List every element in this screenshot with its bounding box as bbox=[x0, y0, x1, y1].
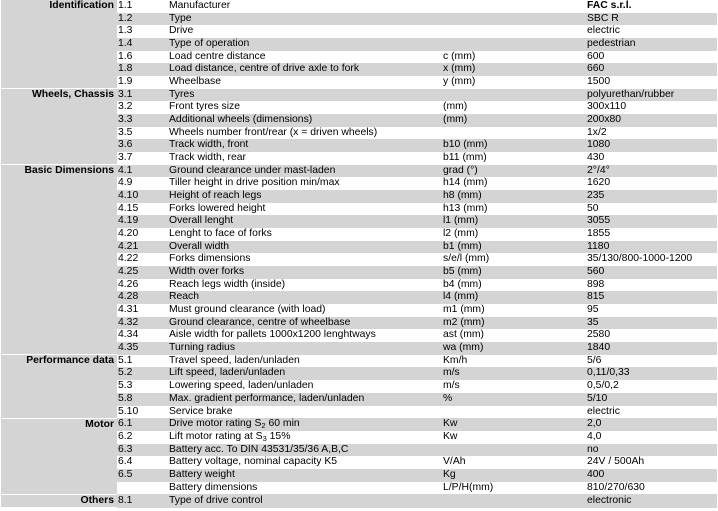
item-description: Overall lenght bbox=[167, 215, 443, 228]
spec-row bbox=[1, 0, 717, 13]
item-value: SBC R bbox=[585, 13, 717, 26]
item-value: electronic bbox=[585, 494, 717, 508]
item-unit: m2 (mm) bbox=[443, 317, 585, 330]
item-description: Ground clearance, centre of wheelbase bbox=[167, 317, 443, 330]
item-description: Forks dimensions bbox=[167, 253, 443, 266]
rating-subscript: 2 bbox=[261, 421, 266, 431]
item-number: 5.1 bbox=[117, 355, 167, 368]
item-number: 3.2 bbox=[117, 101, 167, 114]
item-description: Turning radius bbox=[167, 342, 443, 355]
item-description: Height of reach legs bbox=[167, 190, 443, 203]
item-number: 4.1 bbox=[117, 165, 167, 178]
item-number: 5.3 bbox=[117, 380, 167, 393]
item-description: Overall width bbox=[167, 241, 443, 254]
item-description bbox=[167, 431, 443, 444]
item-number bbox=[117, 482, 167, 495]
item-value: 50 bbox=[585, 203, 717, 216]
item-description: Reach bbox=[167, 291, 443, 304]
item-value: 1500 bbox=[585, 76, 717, 89]
item-description: Type of drive control bbox=[167, 494, 443, 508]
item-unit bbox=[443, 0, 585, 13]
description-suffix: 60 min bbox=[265, 418, 300, 430]
item-description: Lenght to face of forks bbox=[167, 228, 443, 241]
spec-row bbox=[1, 355, 717, 368]
item-unit: h14 (mm) bbox=[443, 177, 585, 190]
item-value: 600 bbox=[585, 51, 717, 64]
item-unit: c (mm) bbox=[443, 51, 585, 64]
item-unit: L/P/H(mm) bbox=[443, 482, 585, 495]
section-title: Basic Dimensions bbox=[1, 165, 117, 355]
item-number: 4.35 bbox=[117, 342, 167, 355]
item-value: 400 bbox=[585, 469, 717, 482]
spec-row bbox=[1, 89, 717, 102]
item-value: 35 bbox=[585, 317, 717, 330]
item-unit bbox=[443, 127, 585, 140]
item-unit: (mm) bbox=[443, 114, 585, 127]
item-description: Aisle width for pallets 1000x1200 lenghtways bbox=[167, 329, 443, 342]
item-unit: m1 (mm) bbox=[443, 304, 585, 317]
item-number: 3.5 bbox=[117, 127, 167, 140]
item-unit: Kw bbox=[443, 431, 585, 444]
item-number: 1.9 bbox=[117, 76, 167, 89]
item-number: 1.4 bbox=[117, 38, 167, 51]
item-value: 2°/4° bbox=[585, 165, 717, 178]
item-value: 235 bbox=[585, 190, 717, 203]
item-unit: l2 (mm) bbox=[443, 228, 585, 241]
item-description: Lowering speed, laden/unladen bbox=[167, 380, 443, 393]
item-unit: grad (°) bbox=[443, 165, 585, 178]
item-unit: Kw bbox=[443, 418, 585, 431]
item-number: 3.3 bbox=[117, 114, 167, 127]
spec-row bbox=[1, 165, 717, 178]
item-unit: b11 (mm) bbox=[443, 152, 585, 165]
section-title: Wheels, Chassis bbox=[1, 89, 117, 165]
item-number: 6.1 bbox=[117, 418, 167, 431]
description-text: Drive motor rating bbox=[169, 418, 255, 430]
section-title: Others bbox=[1, 494, 117, 508]
item-value: 1x/2 bbox=[585, 127, 717, 140]
item-value: 35/130/800-1000-1200 bbox=[585, 253, 717, 266]
description-text: Lift motor rating at bbox=[169, 430, 256, 442]
item-number: 4.28 bbox=[117, 291, 167, 304]
item-description: Manufacturer bbox=[167, 0, 443, 13]
item-value: pedestrian bbox=[585, 38, 717, 51]
item-description: Wheelbase bbox=[167, 76, 443, 89]
item-value: 898 bbox=[585, 279, 717, 292]
item-unit: b10 (mm) bbox=[443, 139, 585, 152]
item-number: 8.1 bbox=[117, 494, 167, 508]
item-unit bbox=[443, 494, 585, 508]
item-unit bbox=[443, 25, 585, 38]
item-value: 300x110 bbox=[585, 101, 717, 114]
item-value: 1620 bbox=[585, 177, 717, 190]
item-value: 2,0 bbox=[585, 418, 717, 431]
item-number: 1.1 bbox=[117, 0, 167, 13]
item-description bbox=[167, 418, 443, 431]
item-number: 1.6 bbox=[117, 51, 167, 64]
item-number: 3.1 bbox=[117, 89, 167, 102]
item-value: 815 bbox=[585, 291, 717, 304]
item-description: Forks lowered height bbox=[167, 203, 443, 216]
item-number: 4.25 bbox=[117, 266, 167, 279]
item-number: 4.34 bbox=[117, 329, 167, 342]
item-description: Lift speed, laden/unladen bbox=[167, 367, 443, 380]
item-number: 4.19 bbox=[117, 215, 167, 228]
item-number: 1.3 bbox=[117, 25, 167, 38]
section-title: Motor bbox=[1, 418, 117, 494]
item-unit: m/s bbox=[443, 367, 585, 380]
item-number: 4.15 bbox=[117, 203, 167, 216]
item-unit: b5 (mm) bbox=[443, 266, 585, 279]
item-description: Travel speed, laden/unladen bbox=[167, 355, 443, 368]
item-value: 1840 bbox=[585, 342, 717, 355]
rating-symbol: S bbox=[254, 418, 262, 430]
item-number: 1.8 bbox=[117, 63, 167, 76]
item-unit: b1 (mm) bbox=[443, 241, 585, 254]
item-value: 1080 bbox=[585, 139, 717, 152]
item-unit bbox=[443, 406, 585, 419]
item-description: Tiller height in drive position min/max bbox=[167, 177, 443, 190]
item-value: 560 bbox=[585, 266, 717, 279]
item-value: 5/10 bbox=[585, 393, 717, 406]
item-number: 4.26 bbox=[117, 279, 167, 292]
item-description: Must ground clearance (with load) bbox=[167, 304, 443, 317]
item-number: 4.21 bbox=[117, 241, 167, 254]
item-value: 95 bbox=[585, 304, 717, 317]
item-value: FAC s.r.l. bbox=[585, 0, 717, 13]
item-value: polyurethan/rubber bbox=[585, 89, 717, 102]
item-description: Service brake bbox=[167, 406, 443, 419]
item-unit: s/e/l (mm) bbox=[443, 253, 585, 266]
item-value: 5/6 bbox=[585, 355, 717, 368]
item-value: 430 bbox=[585, 152, 717, 165]
item-value: 3055 bbox=[585, 215, 717, 228]
item-description: Battery weight bbox=[167, 469, 443, 482]
section-title: Identification bbox=[1, 0, 117, 89]
item-description: Track width, front bbox=[167, 139, 443, 152]
item-unit: Km/h bbox=[443, 355, 585, 368]
item-unit: ast (mm) bbox=[443, 329, 585, 342]
item-unit bbox=[443, 89, 585, 102]
item-description: Tyres bbox=[167, 89, 443, 102]
specification-table-body bbox=[1, 0, 717, 508]
item-description: Wheels number front/rear (x = driven wheels) bbox=[167, 127, 443, 140]
item-number: 4.22 bbox=[117, 253, 167, 266]
item-number: 4.20 bbox=[117, 228, 167, 241]
item-unit bbox=[443, 38, 585, 51]
item-number: 4.31 bbox=[117, 304, 167, 317]
item-description: Load centre distance bbox=[167, 51, 443, 64]
item-description: Type of operation bbox=[167, 38, 443, 51]
item-value: electric bbox=[585, 406, 717, 419]
spec-row bbox=[1, 418, 717, 431]
item-unit: % bbox=[443, 393, 585, 406]
item-unit: (mm) bbox=[443, 101, 585, 114]
item-description: Battery voltage, nominal capacity K5 bbox=[167, 456, 443, 469]
item-unit: h8 (mm) bbox=[443, 190, 585, 203]
specification-table bbox=[1, 0, 717, 508]
rating-symbol: S bbox=[255, 430, 263, 442]
item-description: Width over forks bbox=[167, 266, 443, 279]
item-description: Load distance, centre of drive axle to fork bbox=[167, 63, 443, 76]
item-description: Drive bbox=[167, 25, 443, 38]
item-description: Max. gradient performance, laden/unladen bbox=[167, 393, 443, 406]
item-value: 200x80 bbox=[585, 114, 717, 127]
item-unit: b4 (mm) bbox=[443, 279, 585, 292]
spec-row bbox=[1, 494, 717, 508]
item-number: 4.9 bbox=[117, 177, 167, 190]
rating-subscript: 3 bbox=[262, 433, 267, 443]
item-description: Reach legs width (inside) bbox=[167, 279, 443, 292]
section-title: Performance data bbox=[1, 355, 117, 418]
item-value: no bbox=[585, 444, 717, 457]
item-number: 6.5 bbox=[117, 469, 167, 482]
item-value: electric bbox=[585, 25, 717, 38]
item-unit bbox=[443, 13, 585, 26]
item-number: 5.2 bbox=[117, 367, 167, 380]
item-number: 4.32 bbox=[117, 317, 167, 330]
item-description: Type bbox=[167, 13, 443, 26]
item-value: 810/270/630 bbox=[585, 482, 717, 495]
item-number: 4.10 bbox=[117, 190, 167, 203]
item-value: 1855 bbox=[585, 228, 717, 241]
item-value: 24V / 500Ah bbox=[585, 456, 717, 469]
item-unit: l1 (mm) bbox=[443, 215, 585, 228]
item-value: 2580 bbox=[585, 329, 717, 342]
description-suffix: 15% bbox=[266, 430, 291, 442]
item-unit: m/s bbox=[443, 380, 585, 393]
item-number: 5.8 bbox=[117, 393, 167, 406]
item-description: Additional wheels (dimensions) bbox=[167, 114, 443, 127]
item-description: Battery dimensions bbox=[167, 482, 443, 495]
item-number: 3.6 bbox=[117, 139, 167, 152]
item-unit: V/Ah bbox=[443, 456, 585, 469]
item-unit: Kg bbox=[443, 469, 585, 482]
item-unit: h13 (mm) bbox=[443, 203, 585, 216]
item-unit: wa (mm) bbox=[443, 342, 585, 355]
item-unit: l4 (mm) bbox=[443, 291, 585, 304]
item-description: Track width, rear bbox=[167, 152, 443, 165]
item-number: 6.4 bbox=[117, 456, 167, 469]
item-value: 0,5/0,2 bbox=[585, 380, 717, 393]
item-value: 1180 bbox=[585, 241, 717, 254]
item-description: Front tyres size bbox=[167, 101, 443, 114]
item-number: 3.7 bbox=[117, 152, 167, 165]
item-value: 660 bbox=[585, 63, 717, 76]
item-number: 6.3 bbox=[117, 444, 167, 457]
item-description: Battery acc. To DIN 43531/35/36 A,B,C bbox=[167, 444, 443, 457]
item-description: Ground clearance under mast-laden bbox=[167, 165, 443, 178]
item-value: 4,0 bbox=[585, 431, 717, 444]
item-number: 6.2 bbox=[117, 431, 167, 444]
item-unit: x (mm) bbox=[443, 63, 585, 76]
item-number: 5.10 bbox=[117, 406, 167, 419]
item-value: 0,11/0,33 bbox=[585, 367, 717, 380]
item-unit: y (mm) bbox=[443, 76, 585, 89]
item-unit bbox=[443, 444, 585, 457]
item-number: 1.2 bbox=[117, 13, 167, 26]
